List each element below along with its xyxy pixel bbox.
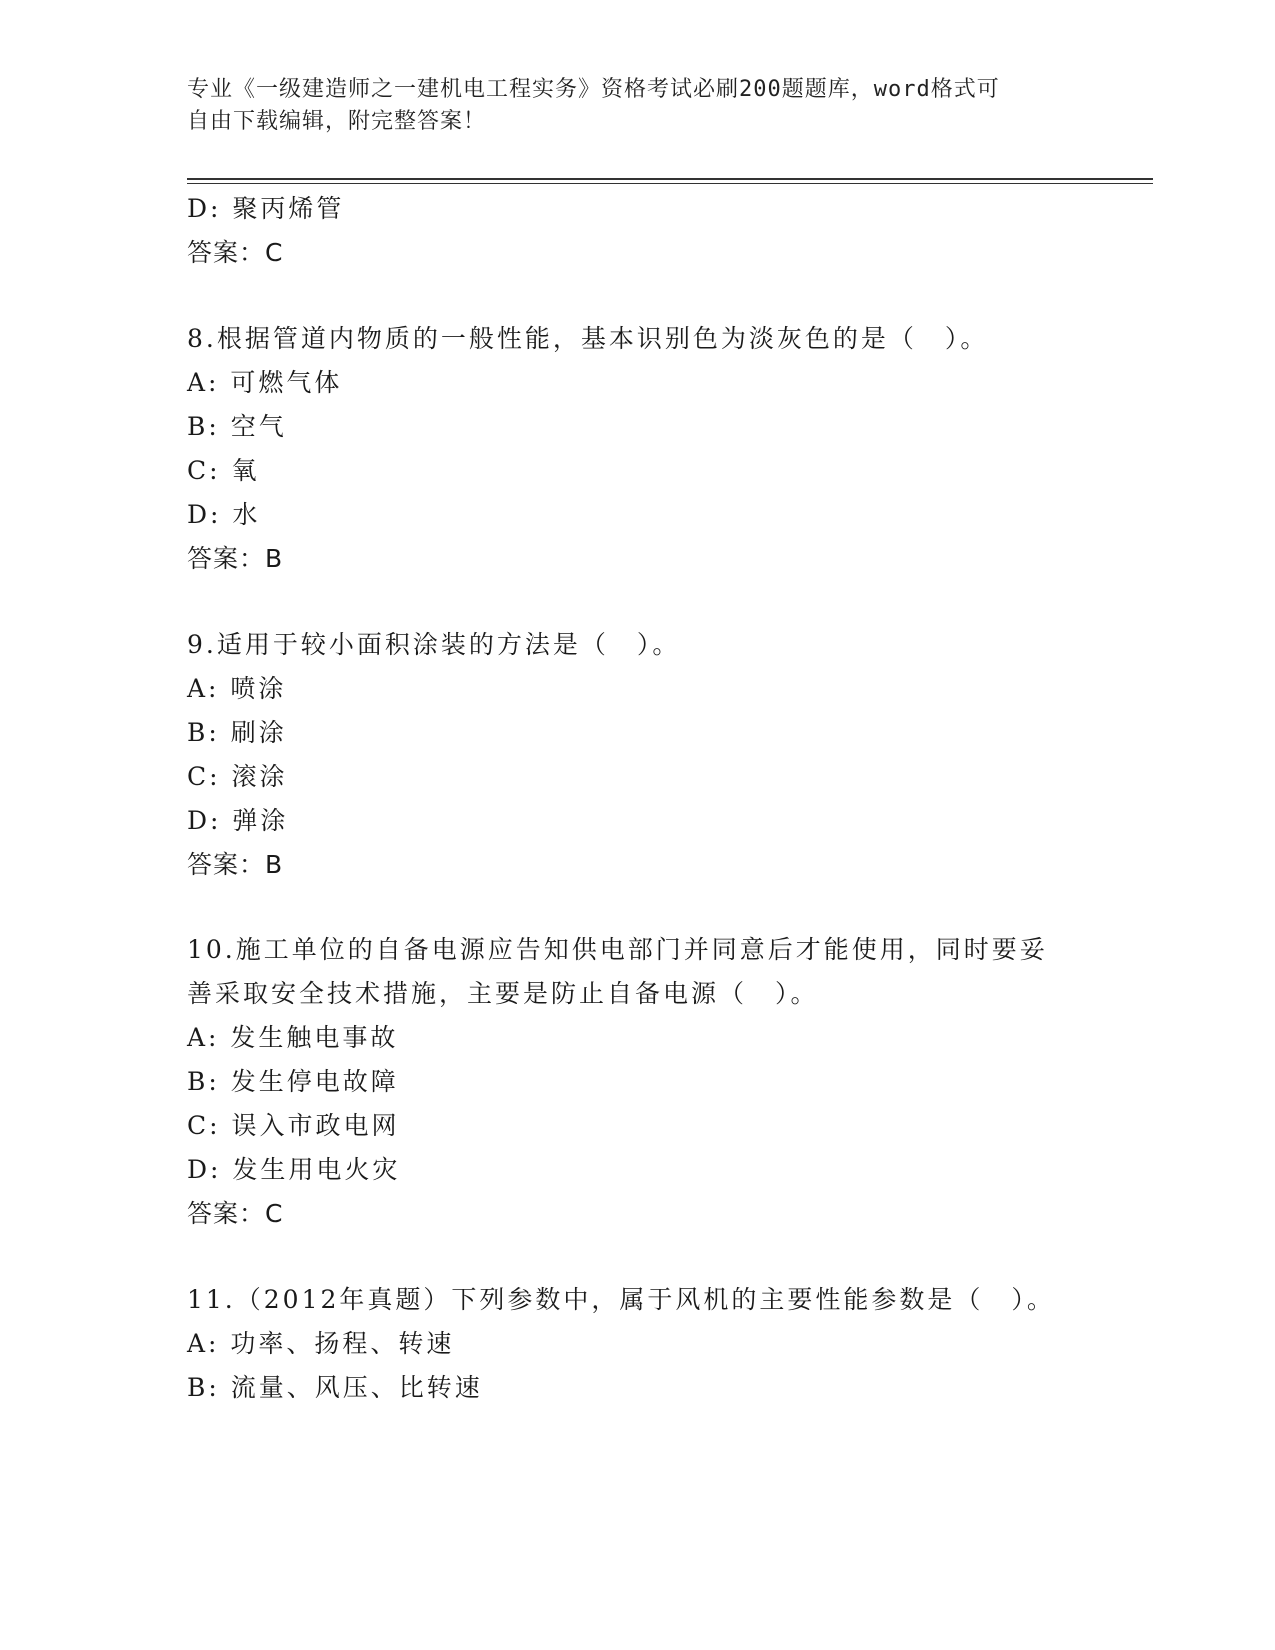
prev-answer: 答案：C	[187, 238, 284, 267]
q8-option-d: D: 水	[187, 500, 261, 529]
q10-answer: 答案：C	[187, 1199, 284, 1228]
q10-option-b: B: 发生停电故障	[187, 1067, 399, 1096]
q8-option-a: A: 可燃气体	[187, 368, 343, 397]
q11-option-a: A: 功率、扬程、转速	[187, 1329, 455, 1358]
q8-stem: 8.根据管道内物质的一般性能，基本识别色为淡灰色的是（ ）。	[187, 324, 989, 353]
q8-answer: 答案：B	[187, 544, 284, 573]
q10-stem-line-1: 10.施工单位的自备电源应告知供电部门并同意后才能使用，同时要妥	[187, 935, 1048, 964]
header-divider-thick	[187, 178, 1153, 180]
q8-option-b: B: 空气	[187, 412, 287, 441]
q9-option-a: A: 喷涂	[187, 674, 287, 703]
q9-option-d: D: 弹涂	[187, 806, 289, 835]
q10-option-a: A: 发生触电事故	[187, 1023, 399, 1052]
q11-stem: 11.（2012年真题）下列参数中，属于风机的主要性能参数是（ ）。	[187, 1285, 1055, 1314]
q9-option-b: B: 刷涂	[187, 718, 287, 747]
q10-option-c: C: 误入市政电网	[187, 1111, 400, 1140]
document-header	[187, 74, 1087, 138]
header-line-1: 专业《一级建造师之一建机电工程实务》资格考试必刷200题题库，word格式可	[187, 77, 1000, 102]
header-divider-thin	[187, 183, 1153, 184]
q9-stem: 9.适用于较小面积涂装的方法是（ ）。	[187, 630, 681, 659]
q8-option-c: C: 氧	[187, 456, 260, 485]
q9-answer: 答案：B	[187, 850, 284, 879]
q10-stem-line-2: 善采取安全技术措施，主要是防止自备电源（ ）。	[187, 979, 819, 1008]
q9-option-c: C: 滚涂	[187, 762, 288, 791]
prev-option-d: D: 聚丙烯管	[187, 194, 345, 223]
q10-option-d: D: 发生用电火灾	[187, 1155, 401, 1184]
header-line-2: 自由下载编辑，附完整答案！	[187, 109, 487, 134]
q11-option-b: B: 流量、风压、比转速	[187, 1373, 483, 1402]
